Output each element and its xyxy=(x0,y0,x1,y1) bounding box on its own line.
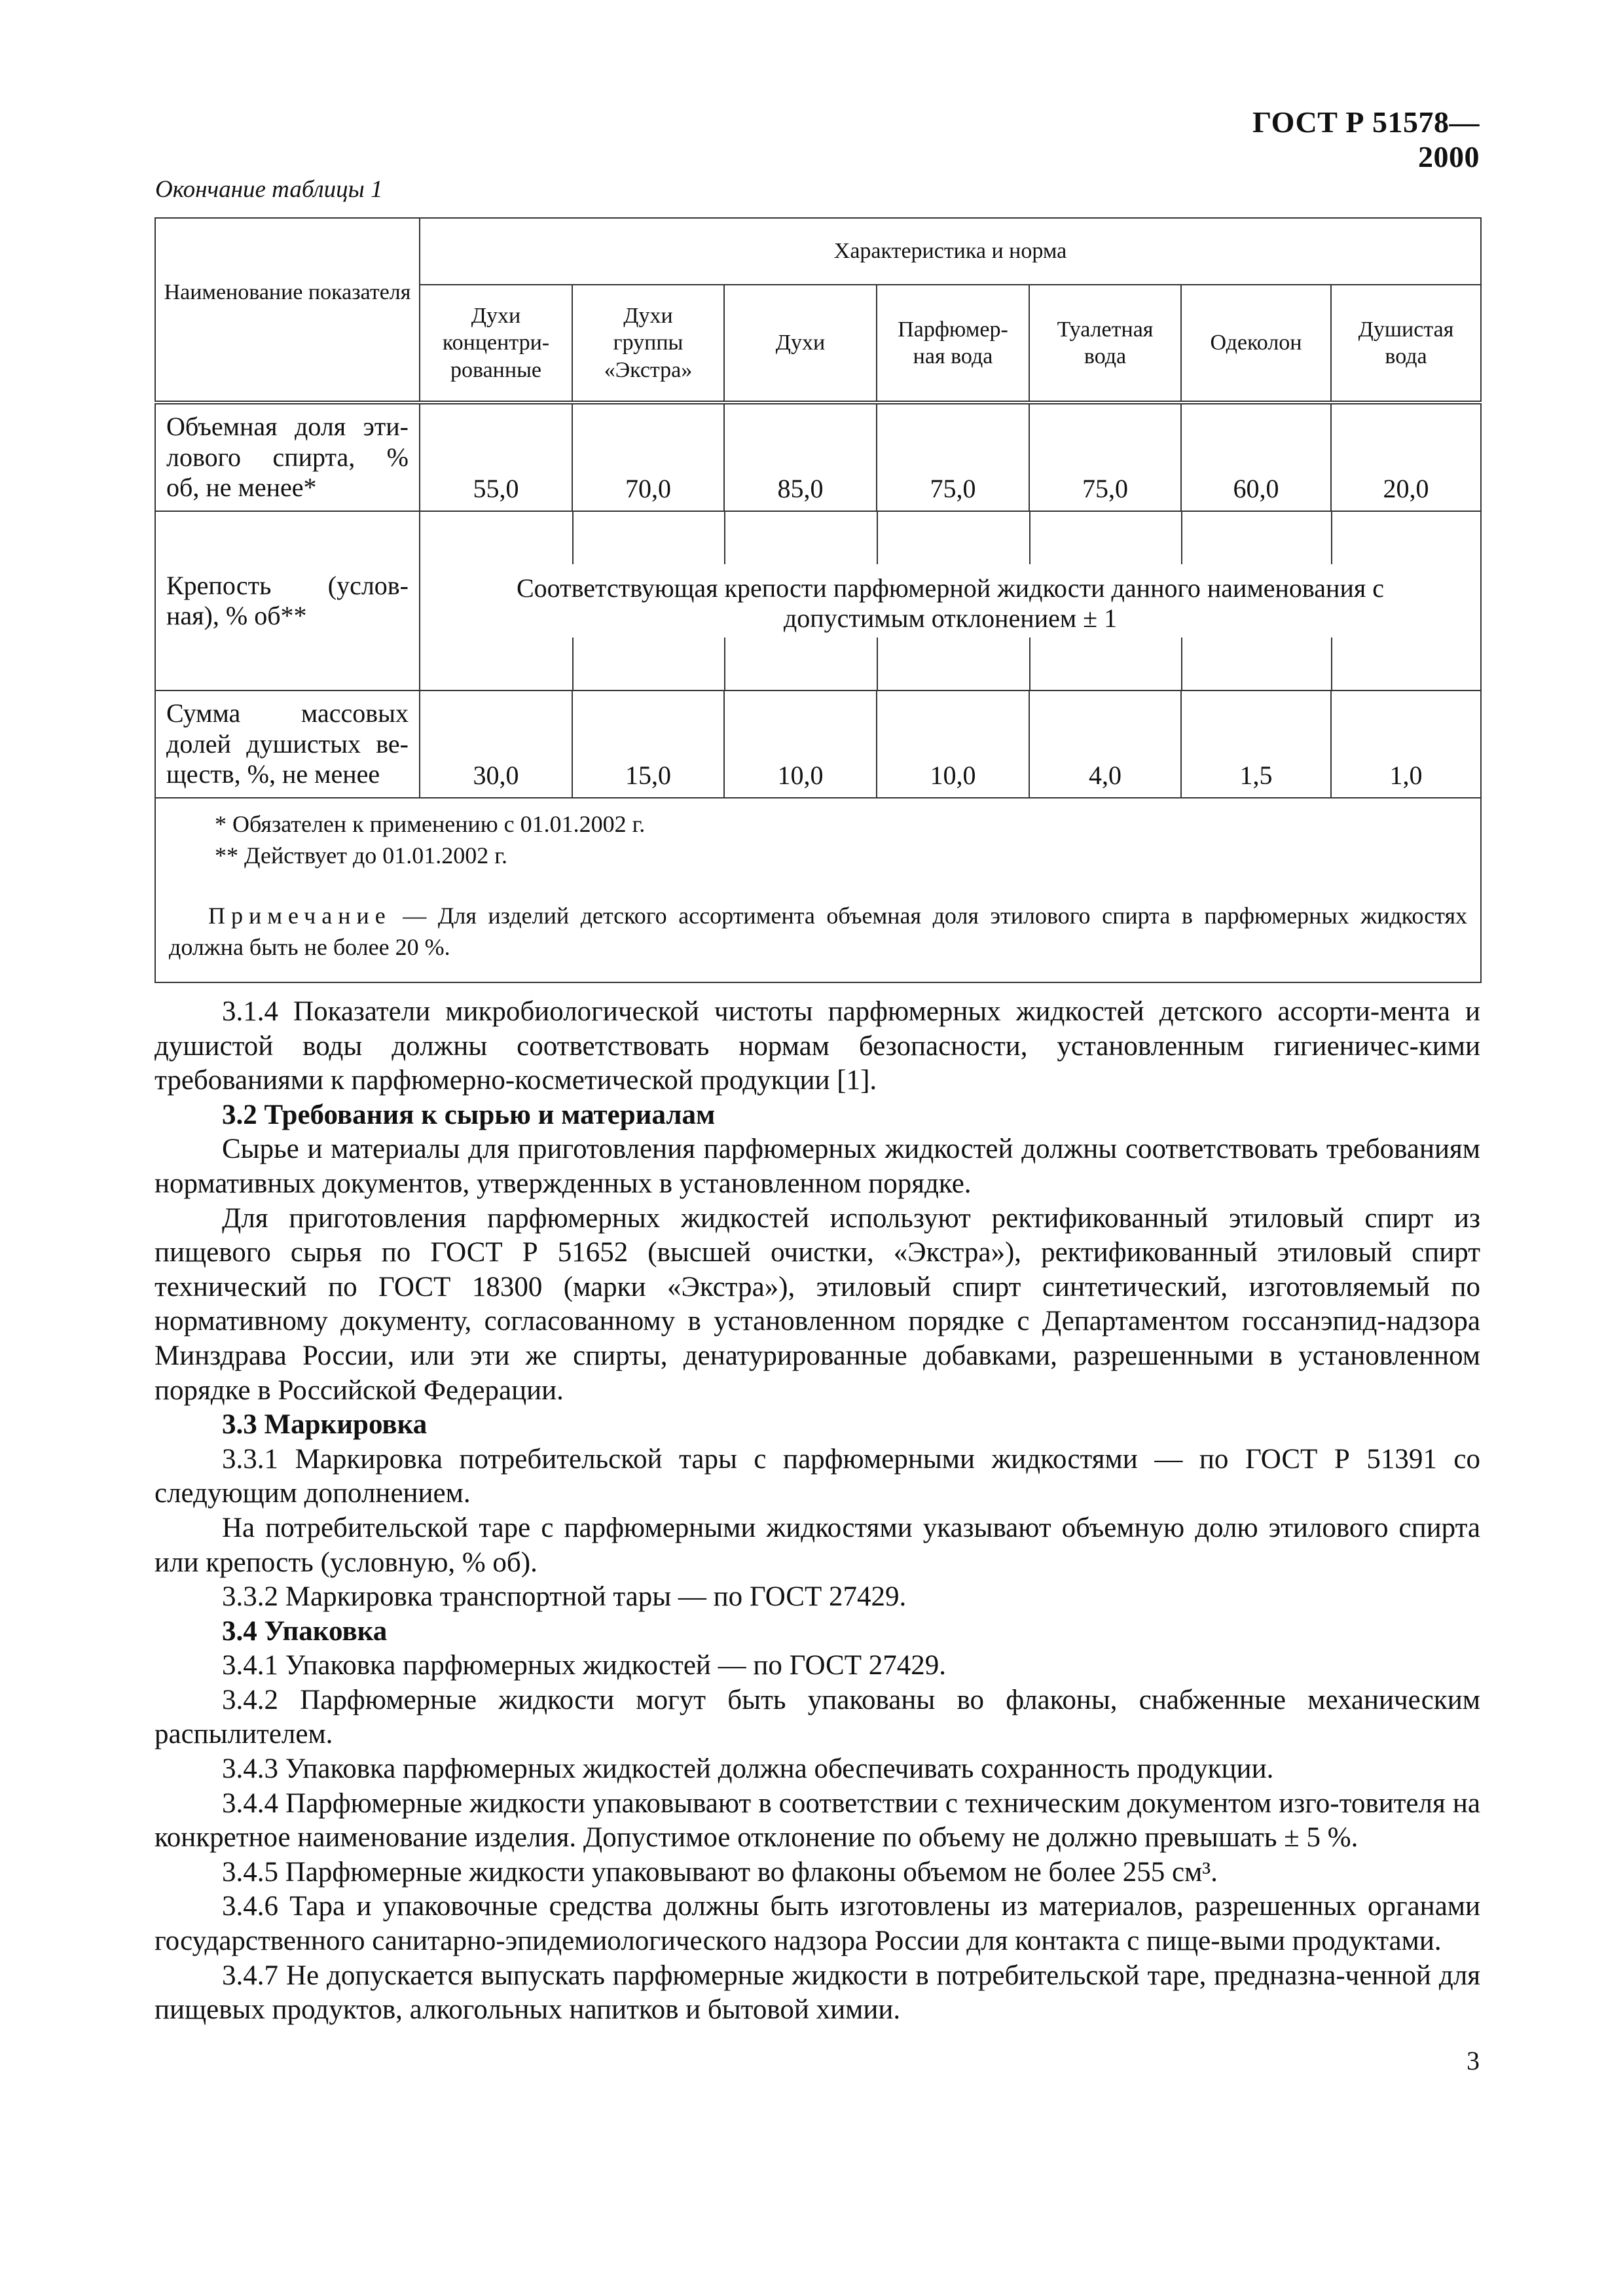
section-heading: 3.2 Требования к сырью и материалам xyxy=(222,1099,716,1130)
column-header xyxy=(420,285,572,403)
column-divider-tick xyxy=(724,512,725,564)
value-cell: 30,0 xyxy=(420,691,572,798)
column-divider-tick xyxy=(1331,512,1332,564)
column-divider-tick xyxy=(877,512,878,564)
column-header xyxy=(1029,285,1181,403)
table-caption: Окончание таблицы 1 xyxy=(155,176,383,203)
column-divider-tick xyxy=(1181,512,1182,564)
body-paragraph: Сырье и материалы для приготовления парфюмерных жидкостей должны соответствовать требованиям нормативных документов, утвержденных в установленном порядке. xyxy=(155,1134,1480,1199)
row-name-line: об, не менее* xyxy=(166,473,317,503)
column-header xyxy=(572,285,724,403)
column-header xyxy=(877,285,1029,403)
column-divider-tick xyxy=(572,637,574,690)
row-indicator-name xyxy=(155,511,420,691)
column-divider-tick xyxy=(724,637,725,690)
body-paragraph: На потребительской таре с парфюмерными жидкостями указывают объемную долю этилового спирта или крепость (условную, % об). xyxy=(155,1512,1480,1578)
body-paragraph: 3.4.4 Парфюмерные жидкости упаковывают в соответствии с техническим документом изго-товителя на конкретное наименование изделия. Допустимое отклонение по объему не должно превышать ± 5 %. xyxy=(155,1787,1480,1854)
value-cell: 55,0 xyxy=(420,403,572,511)
column-header-line: Туалетная xyxy=(1057,317,1154,342)
merged-text-line: допустимым отклонением ± 1 xyxy=(783,603,1118,634)
row-name-line: Сумма массовых xyxy=(166,698,409,728)
value-cell: 75,0 xyxy=(1029,403,1181,511)
column-header-line: вода xyxy=(1084,344,1127,368)
header-characteristic-group: Характеристика и норма xyxy=(420,218,1481,285)
column-header-line: Духи xyxy=(775,331,826,355)
value-cell: 60,0 xyxy=(1181,403,1331,511)
row-name-line: Крепость (услов- xyxy=(166,570,409,600)
column-divider-tick xyxy=(877,637,878,690)
body-text xyxy=(155,995,1480,2028)
note-text: — Для изделий детского ассортимента объемная доля этилового спирта в парфюмерных жидкостях должна быть не более 20 %. xyxy=(169,902,1468,960)
body-paragraph: 3.4.1 Упаковка парфюмерных жидкостей — по ГОСТ 27429. xyxy=(222,1650,946,1681)
body-paragraph: 3.4.3 Упаковка парфюмерных жидкостей должна обеспечивать сохранность продукции. xyxy=(222,1753,1274,1785)
norms-table xyxy=(155,217,1482,983)
value-cell: 10,0 xyxy=(724,691,877,798)
column-header-line: рованные xyxy=(450,357,542,382)
body-paragraph: 3.4.5 Парфюмерные жидкости упаковывают во флаконы объемом не более 255 см³. xyxy=(222,1856,1218,1888)
column-header xyxy=(724,285,877,403)
column-divider-tick xyxy=(1331,637,1332,690)
header-indicator-name: Наименование показателя xyxy=(155,218,420,403)
column-divider-tick xyxy=(572,512,574,564)
body-paragraph: 3.4.7 Не допускается выпускать парфюмерные жидкости в потребительской таре, предназна-ченной для пищевых продуктов, алкогольных напитков и бытовой химии. xyxy=(155,1960,1480,2026)
table-note xyxy=(169,901,1467,963)
value-cell: 4,0 xyxy=(1029,691,1181,798)
row-name-line: долей душистых ве- xyxy=(166,728,409,759)
value-cell: 1,5 xyxy=(1181,691,1331,798)
column-header-line: Парфюмер- xyxy=(898,317,1008,342)
body-paragraph: 3.4.6 Тара и упаковочные средства должны быть изготовлены из материалов, разрешенных органами государственного санитарно-эпидемиологического надзора России для контакта с пище-выми продуктами. xyxy=(155,1891,1480,1957)
merged-strength-cell xyxy=(420,511,1481,691)
column-header xyxy=(1181,285,1331,403)
column-divider-tick xyxy=(1029,637,1030,690)
column-header xyxy=(1331,285,1481,403)
document-id: ГОСТ Р 51578—2000 xyxy=(1252,105,1480,173)
column-header-line: вода xyxy=(1385,344,1427,368)
column-header-line: Душистая xyxy=(1358,317,1454,342)
column-header-line: концентри- xyxy=(442,331,550,355)
row-name-line: ществ, %, не менее xyxy=(166,759,380,789)
merged-strength-text xyxy=(420,573,1480,634)
value-cell: 10,0 xyxy=(877,691,1029,798)
footnote-2: ** Действует до 01.01.2002 г. xyxy=(215,842,507,869)
column-header-line: Одеколон xyxy=(1210,331,1302,355)
column-header-line: Духи xyxy=(623,303,673,328)
column-header-line: «Экстра» xyxy=(604,357,693,382)
value-cell: 20,0 xyxy=(1331,403,1481,511)
column-divider-tick xyxy=(1181,637,1182,690)
row-name-line: ная), % об** xyxy=(166,601,307,630)
merged-text-line: Соответствующая крепости парфюмерной жидкости данного наименования с xyxy=(516,573,1385,603)
row-indicator-name xyxy=(155,691,420,798)
footnote-1: * Обязателен к применению с 01.01.2002 г. xyxy=(215,811,646,837)
note-label: Примечание xyxy=(208,902,392,929)
row-name-line: лового спирта, % xyxy=(166,442,409,472)
body-paragraph: 3.3.2 Маркировка транспортной тары — по ГОСТ 27429. xyxy=(222,1581,907,1613)
column-header-line: Духи xyxy=(471,303,521,328)
body-paragraph: Для приготовления парфюмерных жидкостей используют ректификованный этиловый спирт из пищевого сырья по ГОСТ Р 51652 (высшей очистки, «Экстра»), ректификованный этиловый спирт технический по ГОСТ 18300 (марки «Экстра»), этиловый спирт синтетический, изготовляемый по нормативному документу, согласованному в установленном порядке с Департаментом госсанэпид-надзора Минздрава России, или эти же спирты, денатурированные добавками, разрешенными в установленном порядке в Российской Федерации. xyxy=(155,1202,1480,1406)
section-heading: 3.4 Упаковка xyxy=(222,1615,388,1647)
row-indicator-name xyxy=(155,403,420,511)
column-header-line: группы xyxy=(613,331,684,355)
value-cell: 15,0 xyxy=(572,691,724,798)
page-number: 3 xyxy=(1467,2046,1480,2075)
value-cell: 85,0 xyxy=(724,403,877,511)
section-heading: 3.3 Маркировка xyxy=(222,1409,428,1441)
table-notes xyxy=(155,798,1481,982)
value-cell: 1,0 xyxy=(1331,691,1481,798)
row-name-line: Объемная доля эти- xyxy=(166,412,409,442)
column-divider-tick xyxy=(1029,512,1030,564)
value-cell: 70,0 xyxy=(572,403,724,511)
body-paragraph: 3.4.2 Парфюмерные жидкости могут быть упакованы во флаконы, снабженные механическим распылителем. xyxy=(155,1684,1480,1750)
body-paragraph: 3.1.4 Показатели микробиологической чистоты парфюмерных жидкостей детского ассорти-мента и душистой воды должны соответствовать нормам безопасности, установленным гигиеничес-кими требованиями к парфюмерно-косметической продукции [1]. xyxy=(155,996,1480,1096)
body-paragraph: 3.3.1 Маркировка потребительской тары с парфюмерными жидкостями — по ГОСТ Р 51391 со следующим дополнением. xyxy=(155,1443,1480,1509)
column-header-line: ная вода xyxy=(913,344,993,368)
value-cell: 75,0 xyxy=(877,403,1029,511)
